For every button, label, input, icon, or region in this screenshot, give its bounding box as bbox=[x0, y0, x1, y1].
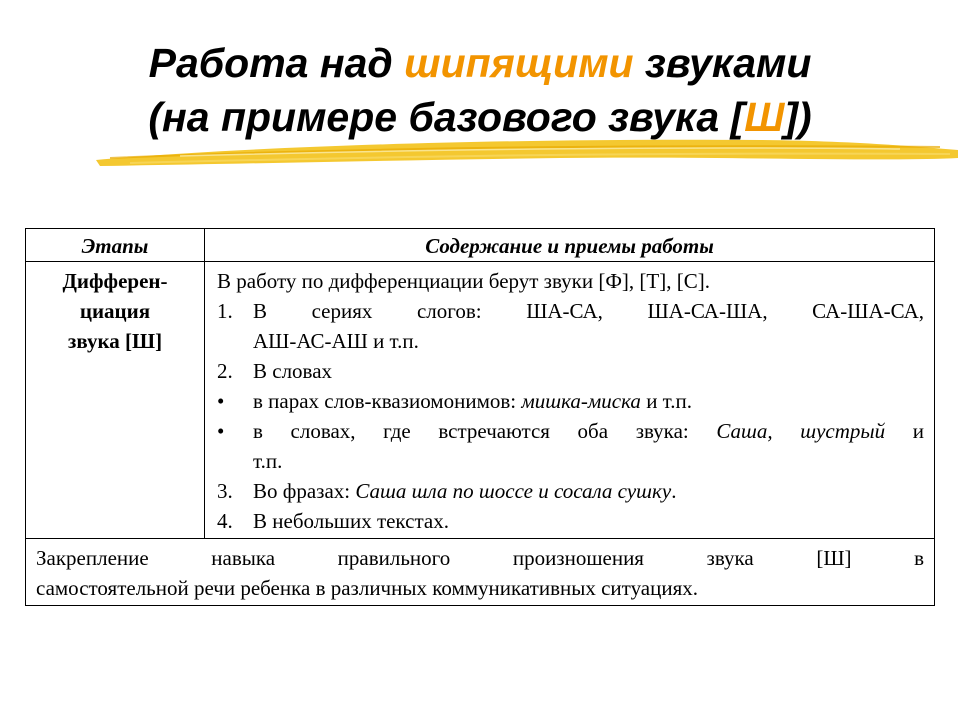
content-cell bbox=[205, 262, 935, 539]
list-text-part: . bbox=[671, 479, 677, 503]
list-number: 4. bbox=[217, 509, 233, 533]
list-item bbox=[217, 386, 924, 416]
stage-line: звука [Ш] bbox=[67, 329, 163, 353]
list-text-part: в парах слов-квазиомонимов: bbox=[253, 389, 522, 413]
title-text: ]) bbox=[784, 94, 812, 140]
list-text bbox=[253, 386, 924, 416]
title-text: звуками bbox=[633, 40, 812, 86]
example-words: мишка-миска bbox=[521, 389, 641, 413]
stage-line: циация bbox=[79, 299, 151, 323]
list-text: т.п. bbox=[253, 449, 283, 473]
list-item bbox=[217, 476, 924, 506]
content-intro: В работу по дифференциации берут звуки [Ф], [Т], [С]. bbox=[217, 269, 710, 293]
list-text-part: и т.п. bbox=[640, 389, 693, 413]
header-content: Содержание и приемы работы bbox=[205, 229, 935, 262]
bullet-icon: • bbox=[217, 389, 225, 413]
list-text: В небольших текстах. bbox=[253, 509, 449, 533]
consolidation-text: самостоятельной речи ребенка в различных коммуникативных ситуациях. bbox=[36, 576, 698, 600]
brush-stroke-decoration bbox=[0, 0, 960, 200]
list-item bbox=[217, 296, 924, 356]
header-stages: Этапы bbox=[26, 229, 205, 262]
list-text-part: и bbox=[885, 419, 924, 443]
list-number: 1. bbox=[217, 299, 233, 323]
table-row bbox=[26, 539, 935, 606]
example-phrase: Саша шла по шоссе и сосала сушку bbox=[355, 479, 672, 503]
title-text: (на примере базового звука [ bbox=[148, 94, 745, 140]
list-item bbox=[217, 356, 924, 386]
list-text bbox=[253, 476, 924, 506]
list-text: В словах bbox=[253, 359, 333, 383]
consolidation-text: Закрепление навыка правильного произношения звука [Ш] в bbox=[36, 546, 924, 570]
stage-cell bbox=[26, 262, 205, 539]
list-text-part: Во фразах: bbox=[253, 479, 356, 503]
list-text: В сериях слогов: ША-СА, ША-СА-ША, СА-ША-СА, bbox=[253, 299, 924, 323]
list-text bbox=[253, 416, 924, 446]
title-text: Работа над bbox=[148, 40, 405, 86]
list-item bbox=[217, 416, 924, 476]
stage-line: Дифферен- bbox=[62, 269, 168, 293]
title-highlight: Ш bbox=[744, 94, 785, 140]
table-header-row bbox=[26, 229, 935, 262]
list-item bbox=[217, 506, 924, 536]
consolidation-cell bbox=[26, 539, 935, 606]
stages-table bbox=[25, 228, 935, 606]
list-text-part: в словах, где встречаются оба звука: bbox=[253, 419, 717, 443]
list-text: АШ-АС-АШ и т.п. bbox=[253, 329, 419, 353]
title-highlight: шипящими bbox=[404, 40, 634, 86]
list-number: 2. bbox=[217, 359, 233, 383]
example-words: Саша, шустрый bbox=[716, 419, 886, 443]
bullet-icon: • bbox=[217, 419, 225, 443]
list-number: 3. bbox=[217, 479, 233, 503]
table-row bbox=[26, 262, 935, 539]
